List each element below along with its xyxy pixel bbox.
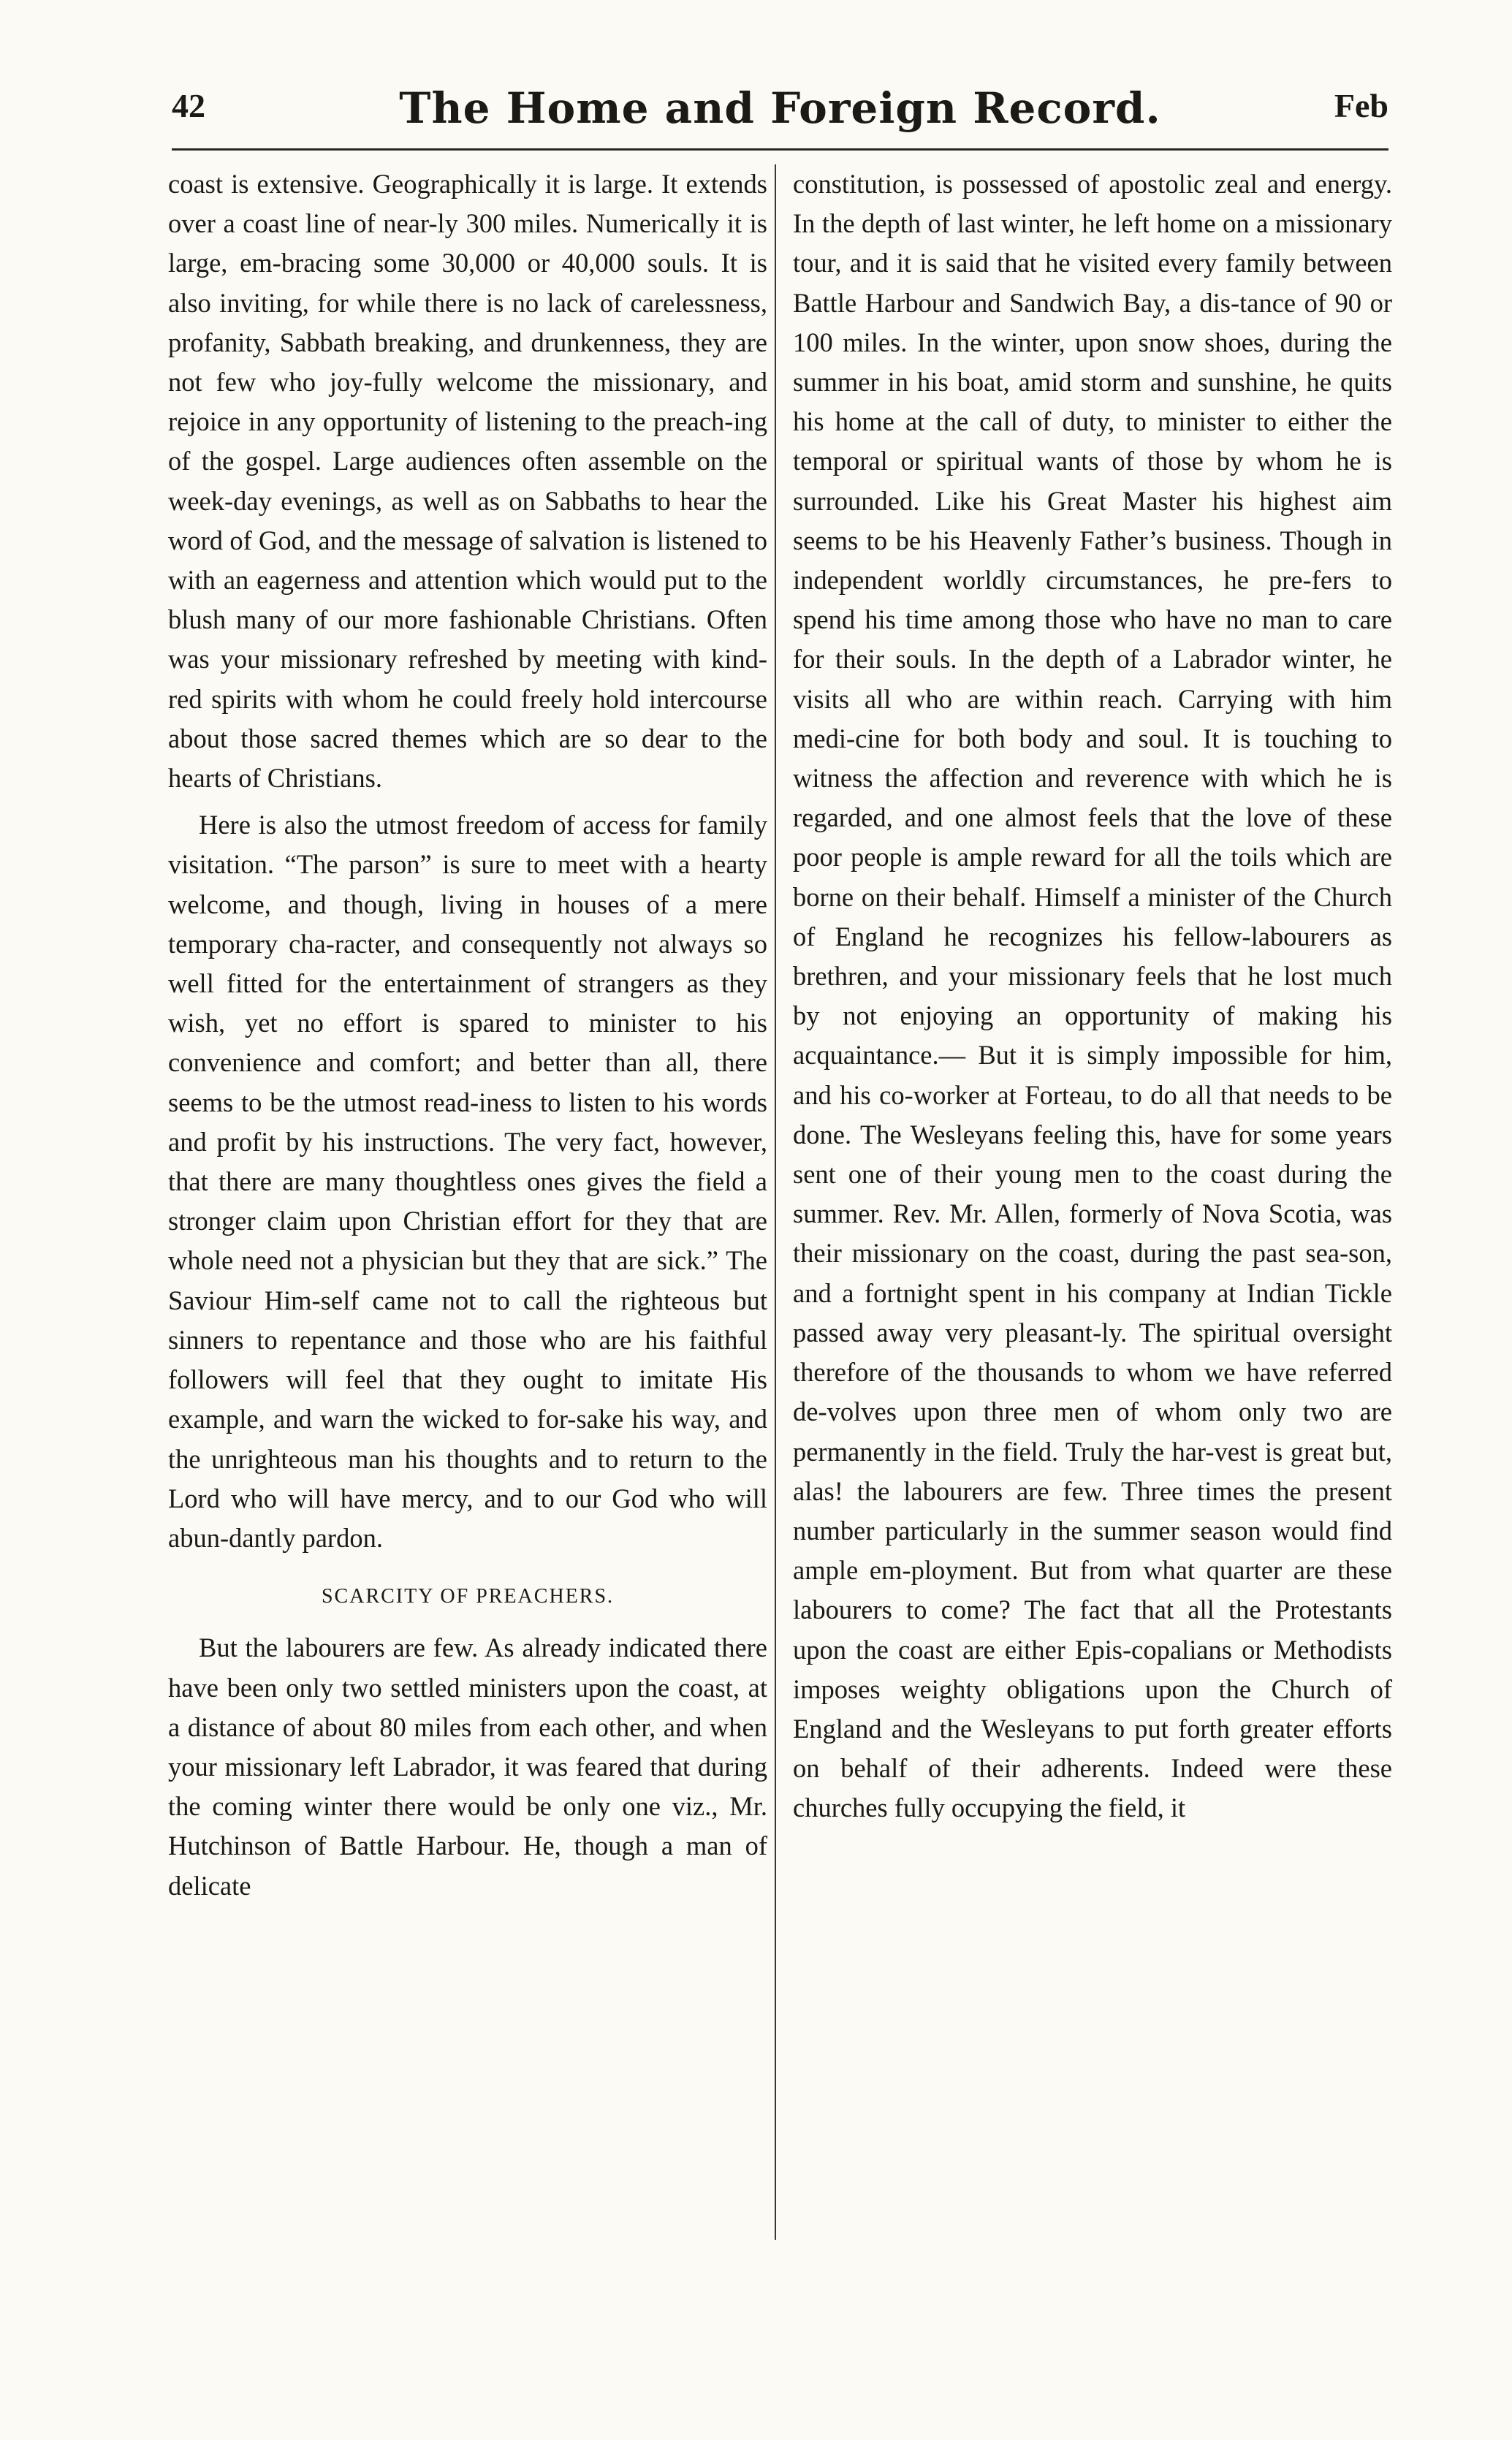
paragraph: But the labourers are few. As already indicated there have been only two settled ministers upon the coast, at a distance of about 80 miles from each other, and when your missionary left Labrador, it was feared that during the coming winter there would be only one viz., Mr. Hutchinson of Battle Harbour. He, though a man of delicate <box>168 1633 767 1901</box>
header-month: Feb <box>1334 87 1388 124</box>
paragraph: coast is extensive. Geographically it is large. It extends over a coast line of near-ly 300 miles. Numerically it is large, em-bracing some 30,000 or 40,000 souls. It is also inviting, for while there is no lack of carelessness, profanity, Sabbath breaking, and drunkenness, they are not few who joy-fully welcome the missionary, and rejoice in any opportunity of listening to the preach-ing of the gospel. Large audiences often assemble on the week-day evenings, as well as on Sabbaths to hear the word of God, and the message of salvation is listened to with an eagerness and attention which would put to the blush many of our more fashionable Christians. Often was your missionary refreshed by meeting with kind-red spirits with whom he could freely hold intercourse about those sacred themes which are so dear to the hearts of Christians. <box>168 169 767 794</box>
page-number: 42 <box>172 87 205 124</box>
running-header <box>172 83 1388 145</box>
journal-title: The Home and Foreign Record. <box>399 83 1161 133</box>
section-heading: SCARCITY OF PREACHERS. <box>321 1585 615 1608</box>
left-column <box>168 164 767 1906</box>
paragraph: Here is also the utmost freedom of access for family visitation. “The parson” is sure to meet with a hearty welcome, and though, living in houses of a mere temporary cha-racter, and consequently not always so well fitted for the entertainment of strangers as they wish, yet no effort is spared to minister to his convenience and comfort; and better than all, there seems to be the utmost read-iness to listen to his words and profit by his instructions. The very fact, however, that there are many thoughtless ones gives the field a stronger claim upon Christian effort for they that are whole need not a physician but they that are sick.” The Saviour Him-self came not to call the righteous but sinners to repentance and those who are his faithful followers will feel that they ought to imitate His example, and warn the wicked to for-sake his way, and the unrighteous man his thoughts and to return to the Lord who will have mercy, and to our God who will abun-dantly pardon. <box>168 810 767 1553</box>
column-divider <box>775 164 776 2240</box>
paragraph: constitution, is possessed of apostolic zeal and energy. In the depth of last winter, he left home on a missionary tour, and it is said that he visited every family between Battle Harbour and Sandwich Bay, a dis-tance of 90 or 100 miles. In the winter, upon snow shoes, during the summer in his boat, amid storm and sunshine, he quits his home at the call of duty, to minister to either the temporal or spiritual wants of those by whom he is surrounded. Like his Great Master his highest aim seems to be his Heavenly Father’s business. Though in independent worldly circumstances, he pre-fers to spend his time among those who have no man to care for their souls. In the depth of a Labrador winter, he visits all who are within reach. Carrying with him medi-cine for both body and soul. It is touching to witness the affection and reverence with which he is regarded, and one almost feels that the love of these poor people is ample reward for all the toils which are borne on their behalf. Himself a minister of the Church of England he recognizes his fellow-labourers as brethren, and your missionary feels that he lost much by not enjoying an opportunity of making his acquaintance.— But it is simply impossible for him, and his co-worker at Forteau, to do all that needs to be done. The Wesleyans feeling this, have for some years sent one of their young men to the coast during the summer. Rev. Mr. Allen, formerly of Nova Scotia, was their missionary on the coast, during the past sea-son, and a fortnight spent in his company at Indian Tickle passed away very pleasant-ly. The spiritual oversight therefore of the thousands to whom we have referred de-volves upon three men of whom only two are permanently in the field. Truly the har-vest is great but, alas! the labourers are few. Three times the present number particularly in the summer season would find ample em-ployment. But from what quarter are these labourers to come? The fact that all the Protestants upon the coast are either Epis-copalians or Methodists imposes weighty obligations upon the Church of England and the Wesleyans to put forth greater efforts on behalf of their adherents. Indeed were these churches fully occupying the field, it <box>793 169 1392 1823</box>
right-column <box>793 164 1392 1828</box>
header-rule <box>172 148 1388 151</box>
